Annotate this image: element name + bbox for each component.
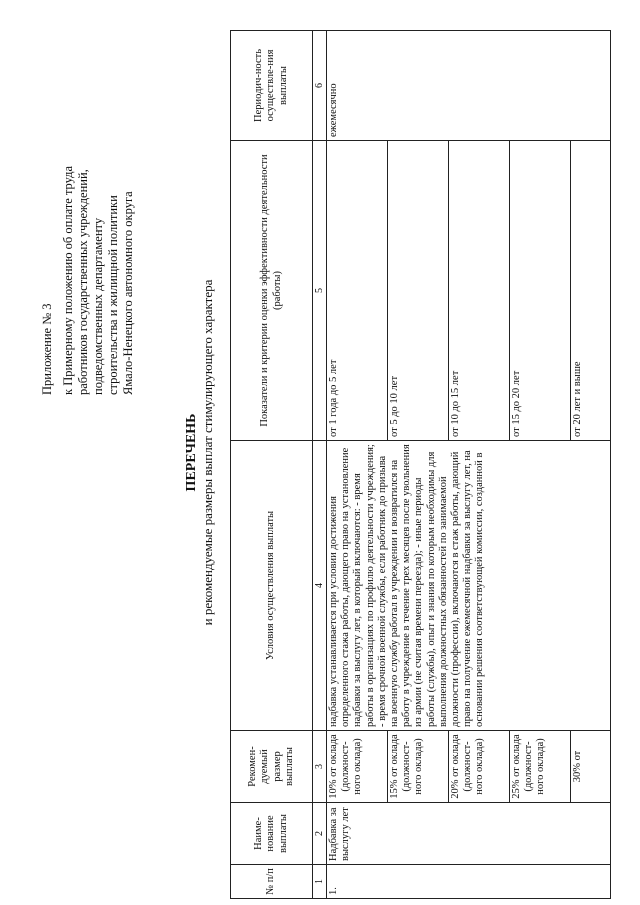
payment-condition: надбавка устанавливается при условии достижения определенного стажа работы, дающего право на установление надбавки за выслугу лет, в который включаются: - время работы в организациях по профилю деятельности учреждения; - время срочной военной службы, если работник до призыва на военную службу работал в учреждении и возвратился на работу в учреждение в течение трех месяцев после увольнения из армии (не считая времени переезда); - иные периоды работы (службы), опыт и знания по которым необходимы для выполнения должностных обязанностей по занимаемой должности (профессии), включаются в стаж работы, дающий право на получение ежемесячной надбавки за выслугу лет, на основании решения соответствующей комиссии, созданной в	[327, 441, 611, 731]
header-rate: Рекомен-дуемый размер выплаты	[231, 731, 313, 803]
appendix-line: Ямало-Ненецкого автономного округа	[121, 191, 135, 395]
column-number: 5	[313, 141, 327, 441]
periodicity-cell: ежемесячно	[327, 31, 611, 141]
appendix-number: Приложение № 3	[40, 303, 54, 395]
header-criteria: Показатели и критерии оценки эффективности деятельности (работы)	[231, 141, 313, 441]
appendix-block	[40, 15, 136, 395]
criteria-cell: от 15 до 20 лет	[510, 141, 571, 441]
payments-table	[230, 30, 611, 899]
rate-cell: 25% от оклада (должност-ного оклада)	[510, 731, 571, 803]
column-number: 2	[313, 803, 327, 865]
column-number: 6	[313, 31, 327, 141]
column-number: 1	[313, 865, 327, 899]
table-row	[327, 31, 388, 899]
document-subtitle: и рекомендуемые размеры выплат стимулирующего характера	[200, 279, 215, 626]
criteria-cell: от 20 лет и выше	[571, 141, 611, 441]
table-body	[327, 31, 611, 899]
rate-cell: 20% от оклада (должност-ного оклада)	[449, 731, 510, 803]
header-conditions: Условия осуществления выплаты	[231, 441, 313, 731]
row-number: 1.	[327, 865, 611, 899]
rate-cell: 10% от оклада (должност-ного оклада)	[327, 731, 388, 803]
criteria-cell: от 10 до 15 лет	[449, 141, 510, 441]
header-name: Наиме-нование выплаты	[231, 803, 313, 865]
column-number: 4	[313, 441, 327, 731]
payment-name: Надбавка за выслугу лет	[327, 803, 611, 865]
criteria-cell: от 5 до 10 лет	[388, 141, 449, 441]
header-number: № п/п	[231, 865, 313, 899]
appendix-line: к Примерному положению об оплате труда	[61, 165, 75, 395]
appendix-line: работников государственных учреждений,	[76, 169, 90, 395]
appendix-line: строительства и жилищной политики	[106, 195, 120, 395]
rate-cell: 15% от оклада (должност-ного оклада)	[388, 731, 449, 803]
column-number: 3	[313, 731, 327, 803]
rate-cell: 30% от	[571, 731, 611, 803]
header-periodicity: Периодич-ность осуществле-ния выплаты	[231, 31, 313, 141]
document-title: ПЕРЕЧЕНЬ	[184, 413, 199, 492]
appendix-line: подведомственных департаменту	[91, 217, 105, 395]
criteria-cell: от 1 года до 5 лет	[327, 141, 388, 441]
